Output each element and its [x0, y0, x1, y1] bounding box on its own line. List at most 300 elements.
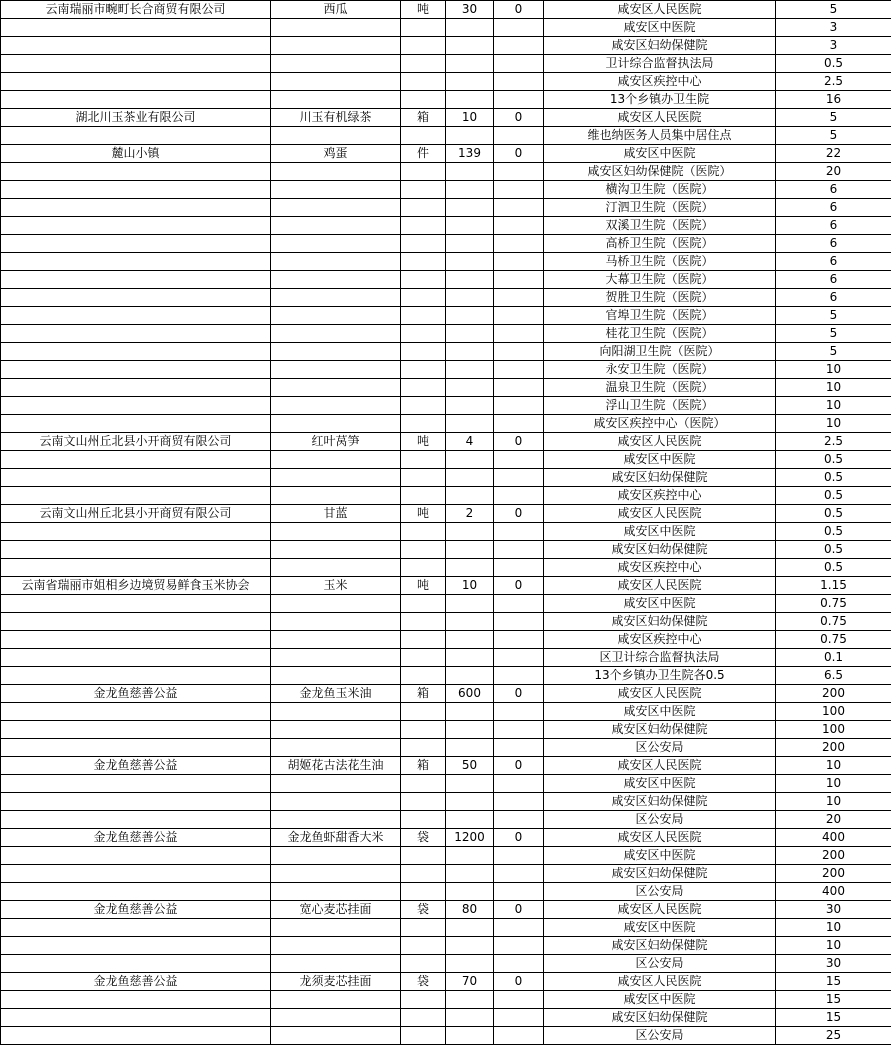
recipient-cell: 咸安区中医院	[544, 919, 776, 937]
allocated-amount-cell: 15	[776, 973, 891, 991]
donor-name-cell	[1, 649, 271, 667]
recipient-cell: 区公安局	[544, 955, 776, 973]
quantity-cell	[446, 235, 494, 253]
quantity-cell	[446, 379, 494, 397]
allocated-amount-cell: 100	[776, 721, 891, 739]
unit-cell	[401, 1009, 446, 1027]
allocated-amount-cell: 0.1	[776, 649, 891, 667]
table-row	[1, 721, 891, 739]
zero-value-cell	[494, 667, 544, 685]
donor-name-cell	[1, 991, 271, 1009]
recipient-cell: 咸安区中医院	[544, 451, 776, 469]
allocated-amount-cell: 0.5	[776, 469, 891, 487]
allocated-amount-cell: 6	[776, 217, 891, 235]
item-name-cell	[271, 91, 401, 109]
unit-cell	[401, 487, 446, 505]
allocated-amount-cell: 5	[776, 325, 891, 343]
zero-value-cell	[494, 397, 544, 415]
recipient-cell: 咸安区疾控中心（医院）	[544, 415, 776, 433]
table-row	[1, 865, 891, 883]
recipient-cell: 咸安区中医院	[544, 595, 776, 613]
recipient-cell: 咸安区人民医院	[544, 685, 776, 703]
recipient-cell: 卫计综合监督执法局	[544, 55, 776, 73]
allocated-amount-cell: 1.15	[776, 577, 891, 595]
table-row	[1, 973, 891, 991]
zero-value-cell	[494, 55, 544, 73]
item-name-cell	[271, 955, 401, 973]
quantity-cell	[446, 361, 494, 379]
recipient-cell: 咸安区中医院	[544, 19, 776, 37]
table-row	[1, 145, 891, 163]
donor-name-cell	[1, 703, 271, 721]
allocated-amount-cell: 6	[776, 289, 891, 307]
allocated-amount-cell: 5	[776, 343, 891, 361]
donor-name-cell	[1, 325, 271, 343]
donor-name-cell: 金龙鱼慈善公益	[1, 901, 271, 919]
table-row	[1, 73, 891, 91]
unit-cell: 件	[401, 145, 446, 163]
zero-value-cell	[494, 199, 544, 217]
table-row	[1, 811, 891, 829]
allocated-amount-cell: 0.5	[776, 505, 891, 523]
table-row	[1, 1009, 891, 1027]
unit-cell	[401, 667, 446, 685]
donor-name-cell	[1, 541, 271, 559]
zero-value-cell	[494, 775, 544, 793]
recipient-cell: 咸安区疾控中心	[544, 559, 776, 577]
allocated-amount-cell: 10	[776, 919, 891, 937]
recipient-cell: 区卫计综合监督执法局	[544, 649, 776, 667]
quantity-cell	[446, 91, 494, 109]
item-name-cell	[271, 73, 401, 91]
quantity-cell	[446, 937, 494, 955]
item-name-cell: 宽心麦芯挂面	[271, 901, 401, 919]
table-row	[1, 631, 891, 649]
quantity-cell	[446, 487, 494, 505]
table-row	[1, 199, 891, 217]
zero-value-cell	[494, 289, 544, 307]
allocated-amount-cell: 0.5	[776, 487, 891, 505]
allocated-amount-cell: 22	[776, 145, 891, 163]
allocated-amount-cell: 3	[776, 37, 891, 55]
unit-cell	[401, 631, 446, 649]
recipient-cell: 横沟卫生院（医院）	[544, 181, 776, 199]
table-row	[1, 523, 891, 541]
unit-cell	[401, 361, 446, 379]
zero-value-cell	[494, 865, 544, 883]
table-row	[1, 109, 891, 127]
allocated-amount-cell: 2.5	[776, 73, 891, 91]
table-row	[1, 757, 891, 775]
allocated-amount-cell: 200	[776, 685, 891, 703]
item-name-cell: 玉米	[271, 577, 401, 595]
zero-value-cell	[494, 253, 544, 271]
recipient-cell: 向阳湖卫生院（医院）	[544, 343, 776, 361]
item-name-cell	[271, 811, 401, 829]
recipient-cell: 咸安区妇幼保健院	[544, 613, 776, 631]
item-name-cell	[271, 127, 401, 145]
item-name-cell	[271, 271, 401, 289]
recipient-cell: 双溪卫生院（医院）	[544, 217, 776, 235]
allocated-amount-cell: 25	[776, 1027, 891, 1045]
allocated-amount-cell: 30	[776, 955, 891, 973]
allocated-amount-cell: 3	[776, 19, 891, 37]
allocated-amount-cell: 10	[776, 415, 891, 433]
item-name-cell	[271, 55, 401, 73]
zero-value-cell: 0	[494, 757, 544, 775]
item-name-cell	[271, 865, 401, 883]
zero-value-cell	[494, 307, 544, 325]
zero-value-cell	[494, 91, 544, 109]
allocated-amount-cell: 0.5	[776, 55, 891, 73]
quantity-cell	[446, 793, 494, 811]
donor-name-cell	[1, 271, 271, 289]
unit-cell	[401, 253, 446, 271]
recipient-cell: 咸安区中医院	[544, 847, 776, 865]
quantity-cell	[446, 883, 494, 901]
donor-name-cell	[1, 397, 271, 415]
recipient-cell: 咸安区疾控中心	[544, 73, 776, 91]
quantity-cell	[446, 271, 494, 289]
allocated-amount-cell: 10	[776, 793, 891, 811]
recipient-cell: 咸安区人民医院	[544, 829, 776, 847]
recipient-cell: 区公安局	[544, 883, 776, 901]
recipient-cell: 温泉卫生院（医院）	[544, 379, 776, 397]
donor-name-cell	[1, 235, 271, 253]
quantity-cell: 80	[446, 901, 494, 919]
quantity-cell	[446, 739, 494, 757]
item-name-cell	[271, 991, 401, 1009]
donor-name-cell	[1, 883, 271, 901]
donor-name-cell	[1, 793, 271, 811]
quantity-cell	[446, 325, 494, 343]
quantity-cell	[446, 127, 494, 145]
zero-value-cell	[494, 883, 544, 901]
zero-value-cell	[494, 919, 544, 937]
zero-value-cell	[494, 379, 544, 397]
zero-value-cell: 0	[494, 973, 544, 991]
donor-name-cell	[1, 631, 271, 649]
item-name-cell	[271, 397, 401, 415]
allocated-amount-cell: 10	[776, 361, 891, 379]
quantity-cell	[446, 343, 494, 361]
unit-cell: 吨	[401, 505, 446, 523]
allocated-amount-cell: 10	[776, 775, 891, 793]
table-row	[1, 577, 891, 595]
donor-name-cell	[1, 865, 271, 883]
table-row	[1, 55, 891, 73]
recipient-cell: 13个乡镇办卫生院各0.5	[544, 667, 776, 685]
table-row	[1, 37, 891, 55]
item-name-cell	[271, 595, 401, 613]
unit-cell	[401, 739, 446, 757]
quantity-cell	[446, 991, 494, 1009]
item-name-cell: 川玉有机绿茶	[271, 109, 401, 127]
donor-name-cell	[1, 847, 271, 865]
quantity-cell: 4	[446, 433, 494, 451]
zero-value-cell	[494, 235, 544, 253]
donor-name-cell	[1, 307, 271, 325]
unit-cell	[401, 937, 446, 955]
donor-name-cell	[1, 955, 271, 973]
zero-value-cell	[494, 271, 544, 289]
donor-name-cell	[1, 181, 271, 199]
table-row	[1, 667, 891, 685]
unit-cell	[401, 235, 446, 253]
unit-cell	[401, 955, 446, 973]
allocated-amount-cell: 10	[776, 757, 891, 775]
donor-name-cell	[1, 289, 271, 307]
quantity-cell	[446, 55, 494, 73]
donor-name-cell	[1, 379, 271, 397]
recipient-cell: 浮山卫生院（医院）	[544, 397, 776, 415]
quantity-cell	[446, 217, 494, 235]
recipient-cell: 大幕卫生院（医院）	[544, 271, 776, 289]
recipient-cell: 马桥卫生院（医院）	[544, 253, 776, 271]
item-name-cell	[271, 703, 401, 721]
donor-name-cell	[1, 253, 271, 271]
unit-cell	[401, 541, 446, 559]
item-name-cell	[271, 775, 401, 793]
item-name-cell	[271, 1009, 401, 1027]
donor-name-cell	[1, 217, 271, 235]
table-row	[1, 649, 891, 667]
zero-value-cell	[494, 163, 544, 181]
unit-cell	[401, 127, 446, 145]
allocated-amount-cell: 15	[776, 1009, 891, 1027]
item-name-cell	[271, 325, 401, 343]
donor-name-cell	[1, 937, 271, 955]
unit-cell	[401, 703, 446, 721]
unit-cell	[401, 415, 446, 433]
allocated-amount-cell: 200	[776, 865, 891, 883]
donor-name-cell	[1, 19, 271, 37]
item-name-cell	[271, 19, 401, 37]
recipient-cell: 贺胜卫生院（医院）	[544, 289, 776, 307]
table-row	[1, 397, 891, 415]
allocated-amount-cell: 5	[776, 1, 891, 19]
donor-name-cell	[1, 613, 271, 631]
donor-name-cell: 云南瑞丽市畹町长合商贸有限公司	[1, 1, 271, 19]
quantity-cell: 600	[446, 685, 494, 703]
table-row	[1, 559, 891, 577]
unit-cell	[401, 397, 446, 415]
allocated-amount-cell: 0.5	[776, 451, 891, 469]
recipient-cell: 区公安局	[544, 811, 776, 829]
recipient-cell: 咸安区中医院	[544, 991, 776, 1009]
table-row	[1, 451, 891, 469]
table-row	[1, 1, 891, 19]
table-row	[1, 703, 891, 721]
unit-cell	[401, 199, 446, 217]
unit-cell	[401, 883, 446, 901]
zero-value-cell	[494, 793, 544, 811]
allocated-amount-cell: 30	[776, 901, 891, 919]
unit-cell	[401, 343, 446, 361]
allocated-amount-cell: 10	[776, 937, 891, 955]
allocated-amount-cell: 400	[776, 883, 891, 901]
unit-cell	[401, 91, 446, 109]
donor-name-cell	[1, 811, 271, 829]
donor-name-cell	[1, 775, 271, 793]
recipient-cell: 咸安区疾控中心	[544, 487, 776, 505]
unit-cell: 箱	[401, 109, 446, 127]
table-row	[1, 91, 891, 109]
table-row	[1, 685, 891, 703]
unit-cell	[401, 451, 446, 469]
zero-value-cell	[494, 721, 544, 739]
allocated-amount-cell: 15	[776, 991, 891, 1009]
donor-name-cell	[1, 415, 271, 433]
quantity-cell	[446, 469, 494, 487]
zero-value-cell	[494, 541, 544, 559]
zero-value-cell: 0	[494, 829, 544, 847]
zero-value-cell: 0	[494, 685, 544, 703]
table-row	[1, 775, 891, 793]
unit-cell	[401, 55, 446, 73]
item-name-cell: 甘蓝	[271, 505, 401, 523]
quantity-cell	[446, 1027, 494, 1045]
recipient-cell: 咸安区人民医院	[544, 973, 776, 991]
donor-name-cell: 金龙鱼慈善公益	[1, 829, 271, 847]
quantity-cell	[446, 181, 494, 199]
recipient-cell: 咸安区妇幼保健院	[544, 469, 776, 487]
zero-value-cell	[494, 559, 544, 577]
unit-cell	[401, 793, 446, 811]
zero-value-cell: 0	[494, 145, 544, 163]
item-name-cell	[271, 793, 401, 811]
quantity-cell: 1200	[446, 829, 494, 847]
donor-name-cell	[1, 721, 271, 739]
zero-value-cell	[494, 451, 544, 469]
item-name-cell	[271, 739, 401, 757]
zero-value-cell	[494, 181, 544, 199]
donor-name-cell	[1, 487, 271, 505]
donor-name-cell	[1, 1027, 271, 1045]
allocated-amount-cell: 6	[776, 181, 891, 199]
allocated-amount-cell: 5	[776, 127, 891, 145]
recipient-cell: 汀泗卫生院（医院）	[544, 199, 776, 217]
quantity-cell: 50	[446, 757, 494, 775]
unit-cell	[401, 919, 446, 937]
donor-name-cell	[1, 343, 271, 361]
unit-cell	[401, 775, 446, 793]
unit-cell: 箱	[401, 685, 446, 703]
zero-value-cell: 0	[494, 505, 544, 523]
donor-name-cell: 湖北川玉茶业有限公司	[1, 109, 271, 127]
zero-value-cell	[494, 415, 544, 433]
item-name-cell	[271, 649, 401, 667]
zero-value-cell	[494, 613, 544, 631]
quantity-cell: 139	[446, 145, 494, 163]
unit-cell	[401, 181, 446, 199]
item-name-cell: 红叶莴笋	[271, 433, 401, 451]
table-row	[1, 415, 891, 433]
allocated-amount-cell: 6	[776, 253, 891, 271]
table-row	[1, 937, 891, 955]
recipient-cell: 咸安区妇幼保健院	[544, 541, 776, 559]
donor-name-cell	[1, 127, 271, 145]
table-row	[1, 307, 891, 325]
allocated-amount-cell: 6.5	[776, 667, 891, 685]
table-row	[1, 271, 891, 289]
table-row	[1, 541, 891, 559]
zero-value-cell	[494, 847, 544, 865]
quantity-cell	[446, 523, 494, 541]
quantity-cell	[446, 1009, 494, 1027]
allocated-amount-cell: 100	[776, 703, 891, 721]
item-name-cell	[271, 307, 401, 325]
allocated-amount-cell: 10	[776, 397, 891, 415]
allocated-amount-cell: 6	[776, 235, 891, 253]
quantity-cell	[446, 595, 494, 613]
unit-cell	[401, 217, 446, 235]
recipient-cell: 咸安区中医院	[544, 703, 776, 721]
recipient-cell: 咸安区中医院	[544, 523, 776, 541]
item-name-cell	[271, 523, 401, 541]
quantity-cell: 2	[446, 505, 494, 523]
table-row	[1, 505, 891, 523]
item-name-cell	[271, 1027, 401, 1045]
item-name-cell	[271, 253, 401, 271]
zero-value-cell: 0	[494, 577, 544, 595]
quantity-cell	[446, 703, 494, 721]
unit-cell	[401, 991, 446, 1009]
donor-name-cell	[1, 163, 271, 181]
unit-cell	[401, 289, 446, 307]
recipient-cell: 咸安区妇幼保健院	[544, 937, 776, 955]
item-name-cell	[271, 361, 401, 379]
item-name-cell	[271, 217, 401, 235]
allocated-amount-cell: 20	[776, 163, 891, 181]
recipient-cell: 咸安区人民医院	[544, 1, 776, 19]
donor-name-cell	[1, 361, 271, 379]
allocated-amount-cell: 200	[776, 847, 891, 865]
donor-name-cell	[1, 73, 271, 91]
allocated-amount-cell: 6	[776, 199, 891, 217]
quantity-cell	[446, 559, 494, 577]
table-row	[1, 793, 891, 811]
donor-name-cell: 金龙鱼慈善公益	[1, 685, 271, 703]
item-name-cell	[271, 235, 401, 253]
donor-name-cell	[1, 37, 271, 55]
zero-value-cell	[494, 955, 544, 973]
unit-cell: 吨	[401, 1, 446, 19]
unit-cell	[401, 613, 446, 631]
item-name-cell: 金龙鱼虾甜香大米	[271, 829, 401, 847]
table-row	[1, 343, 891, 361]
item-name-cell: 金龙鱼玉米油	[271, 685, 401, 703]
donor-name-cell	[1, 919, 271, 937]
allocated-amount-cell: 16	[776, 91, 891, 109]
zero-value-cell	[494, 631, 544, 649]
unit-cell: 箱	[401, 757, 446, 775]
quantity-cell	[446, 865, 494, 883]
item-name-cell: 龙须麦芯挂面	[271, 973, 401, 991]
recipient-cell: 咸安区妇幼保健院	[544, 865, 776, 883]
zero-value-cell	[494, 469, 544, 487]
item-name-cell	[271, 559, 401, 577]
zero-value-cell	[494, 991, 544, 1009]
table-row	[1, 163, 891, 181]
table-body	[1, 1, 891, 1045]
quantity-cell	[446, 451, 494, 469]
quantity-cell	[446, 667, 494, 685]
quantity-cell	[446, 541, 494, 559]
unit-cell	[401, 865, 446, 883]
item-name-cell	[271, 199, 401, 217]
recipient-cell: 咸安区疾控中心	[544, 631, 776, 649]
